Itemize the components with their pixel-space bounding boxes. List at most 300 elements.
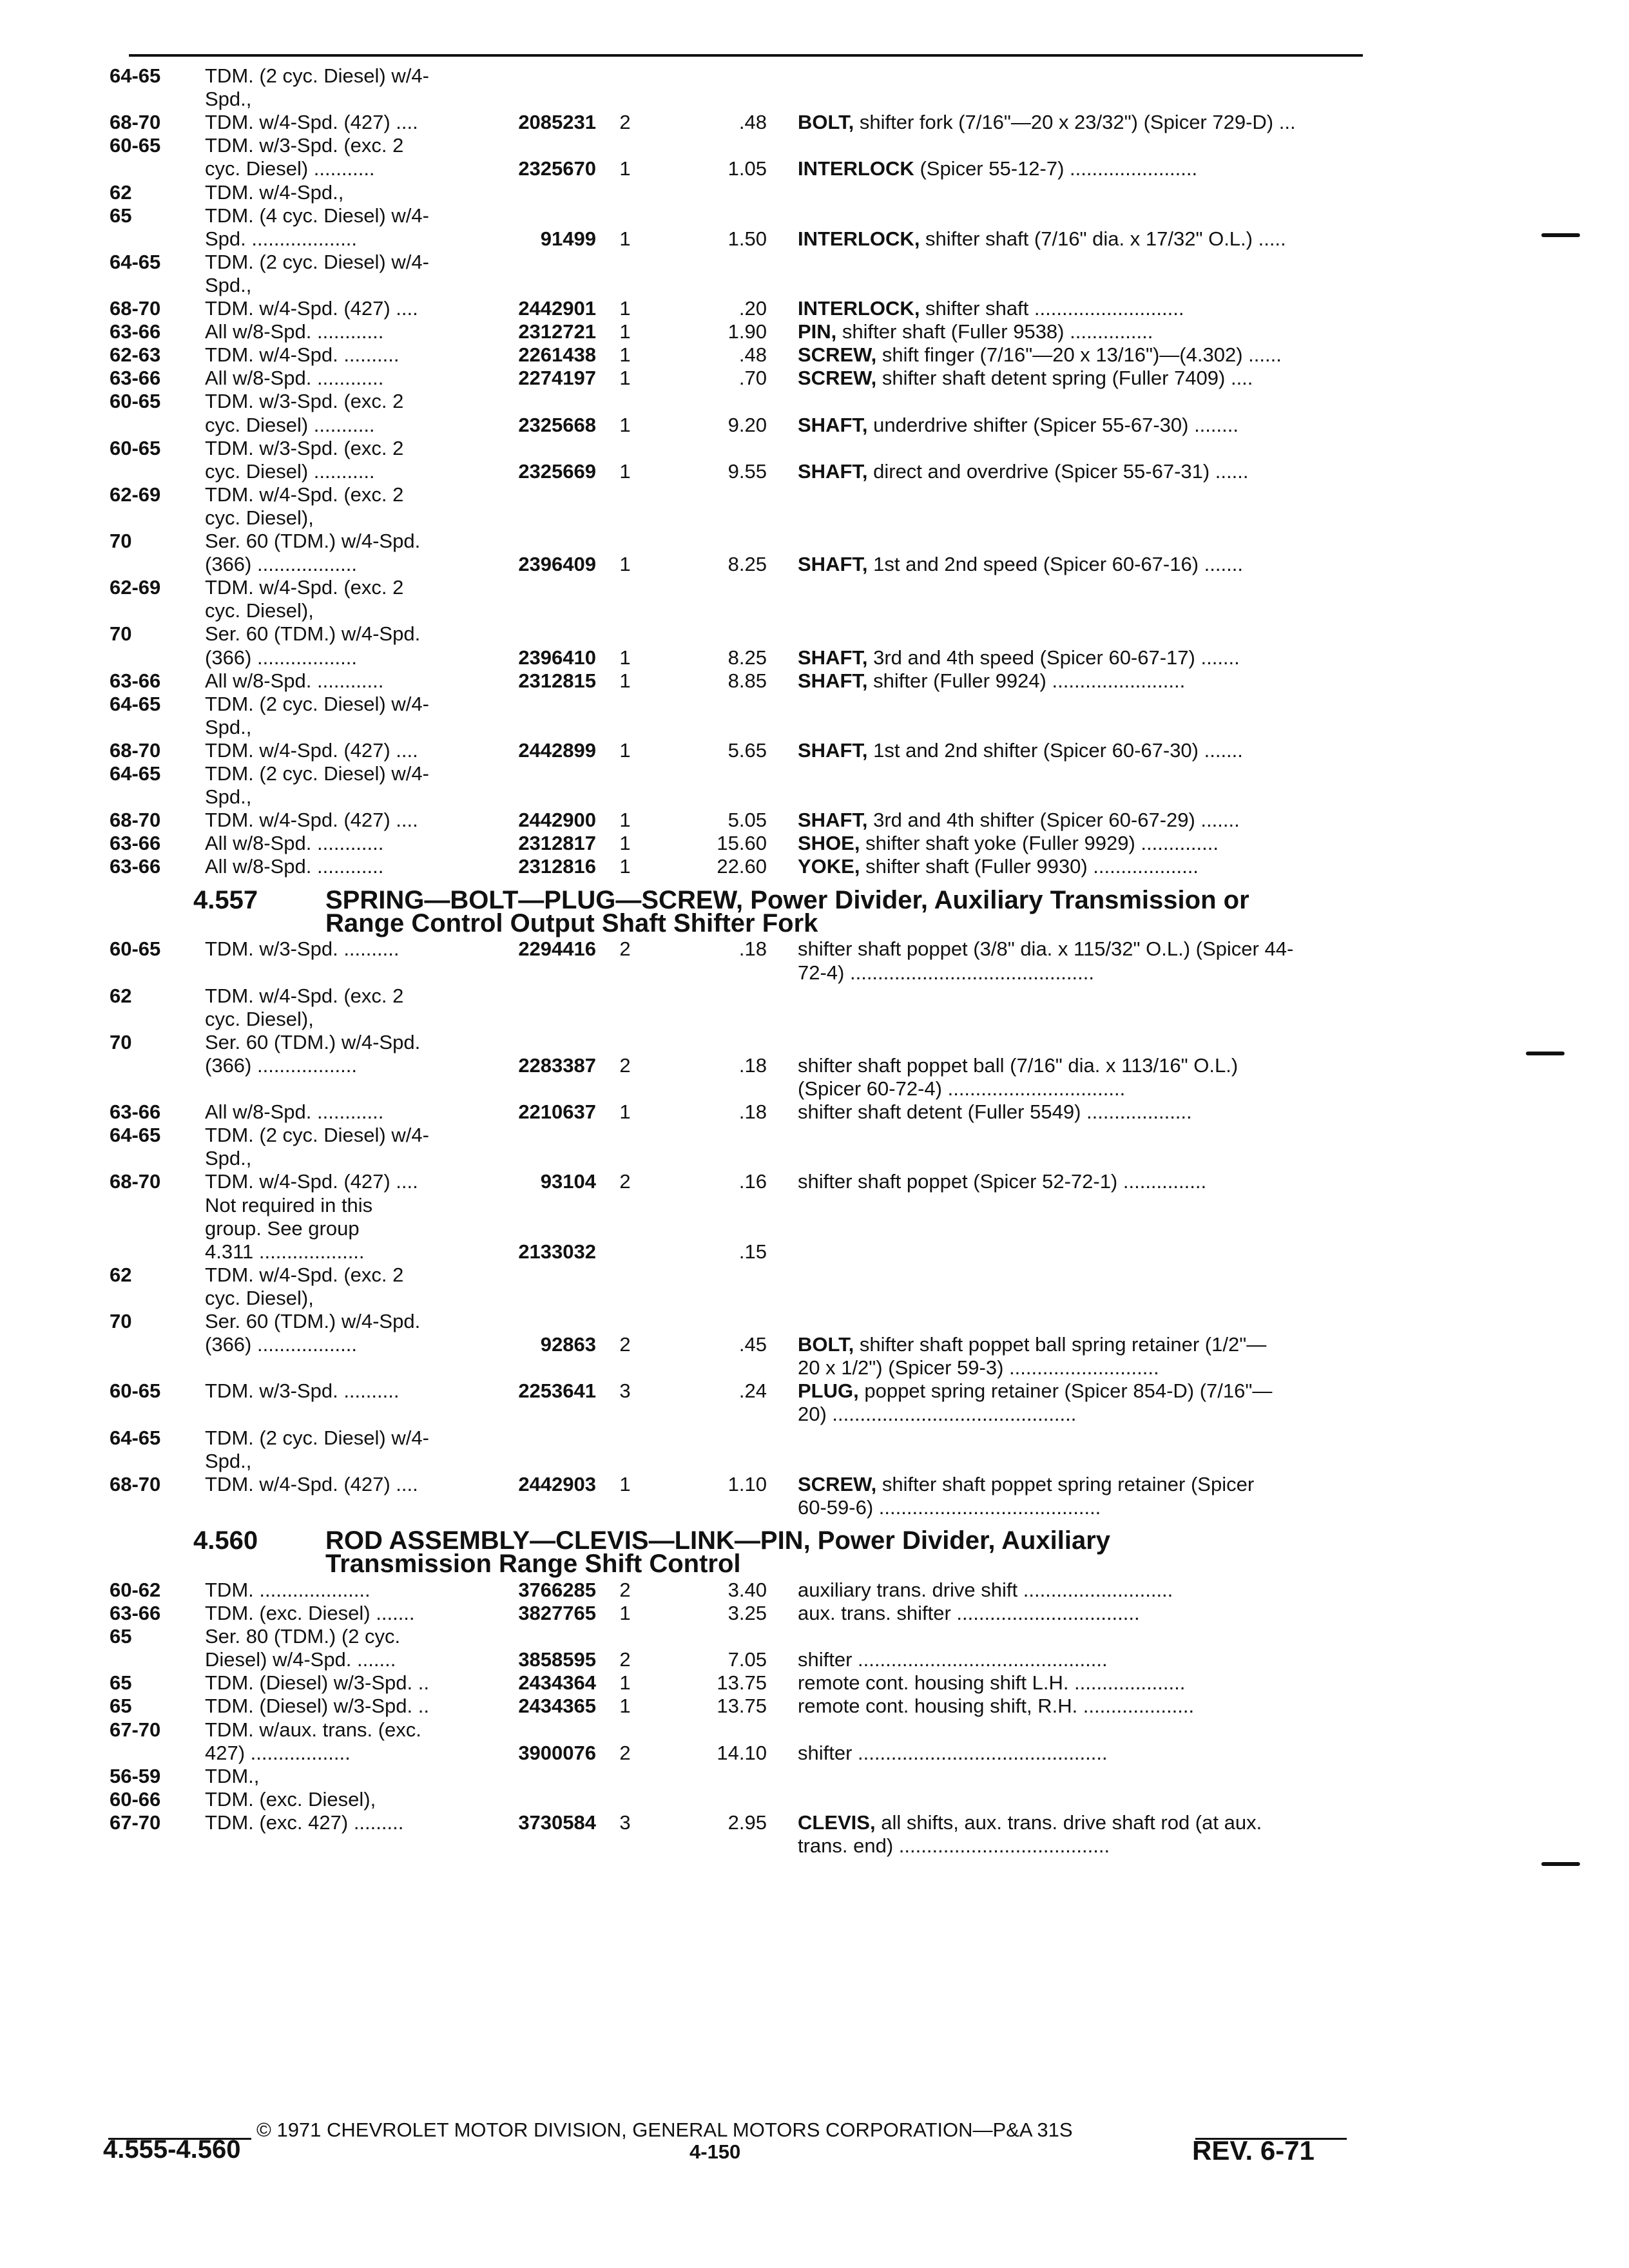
part-detail: shifter shaft poppet ball (7/16" dia. x 113/16" O.L.) [798, 1054, 1239, 1077]
model-application: TDM. w/3-Spd. (exc. 2 [205, 390, 404, 412]
part-description [798, 1378, 1365, 1404]
quantity: 2 [619, 1742, 631, 1764]
price: 3.40 [728, 1579, 767, 1601]
part-description [798, 854, 1365, 879]
model-years: 60-66 [110, 1788, 161, 1811]
part-number: 3766285 [518, 1579, 596, 1601]
part-row [0, 1355, 1629, 1381]
price: 8.25 [728, 646, 767, 669]
part-detail: trans. end) ...................................... [798, 1834, 1110, 1857]
part-name: SHAFT, [798, 553, 868, 575]
model-years: 64-65 [110, 762, 161, 785]
part-row [0, 715, 1629, 740]
model-years: 63-66 [110, 1100, 161, 1123]
model-years: 68-70 [110, 809, 161, 831]
part-description [798, 668, 1365, 694]
price: 7.05 [728, 1648, 767, 1671]
part-name: CLEVIS, [798, 1811, 876, 1834]
part-row [0, 110, 1629, 135]
model-application: Spd., [205, 716, 252, 738]
part-number: 2434365 [518, 1695, 596, 1717]
model-years: 68-70 [110, 111, 161, 133]
price: 13.75 [717, 1671, 767, 1694]
part-description [798, 1053, 1365, 1079]
model-application: Spd., [205, 274, 252, 296]
part-detail: shift finger (7/16"—20 x 13/16")—(4.302) ...... [876, 343, 1282, 366]
quantity: 1 [619, 553, 631, 575]
price: 1.90 [728, 320, 767, 343]
part-description [798, 1577, 1365, 1603]
quantity: 1 [619, 1602, 631, 1624]
part-name: BOLT, [798, 1333, 854, 1356]
model-years: 64-65 [110, 693, 161, 715]
part-detail: shifter shaft detent spring (Fuller 7409) .... [876, 367, 1253, 389]
part-name: INTERLOCK [798, 157, 914, 180]
model-years: 70 [110, 1310, 132, 1332]
model-application: TDM. (2 cyc. Diesel) w/4- [205, 64, 429, 87]
part-row [0, 1624, 1629, 1649]
part-row [0, 1693, 1629, 1719]
model-application: TDM. (2 cyc. Diesel) w/4- [205, 251, 429, 273]
part-number: 2325670 [518, 157, 596, 180]
part-name: SHOE, [798, 832, 860, 854]
part-row [0, 552, 1629, 577]
part-description [798, 645, 1365, 671]
group-title: ROD ASSEMBLY—CLEVIS—LINK—PIN, Power Divider, Auxiliary [325, 1526, 1111, 1555]
model-application: TDM. w/4-Spd. (427) .... [205, 111, 418, 133]
part-row [0, 436, 1629, 461]
part-row [0, 1495, 1629, 1521]
model-application: cyc. Diesel) ........... [205, 460, 375, 483]
model-application: All w/8-Spd. ............ [205, 855, 384, 878]
part-detail: all shifts, aux. trans. drive shaft rod (at aux. [875, 1811, 1262, 1834]
part-row [0, 1717, 1629, 1743]
model-application: TDM. w/4-Spd. (427) .... [205, 1473, 418, 1495]
quantity: 1 [619, 855, 631, 878]
model-application: TDM. w/4-Spd. (427) .... [205, 297, 418, 320]
model-application: Spd. ................... [205, 227, 358, 250]
model-years: 70 [110, 530, 132, 552]
part-description [798, 552, 1365, 577]
part-detail: shifter shaft (7/16" dia. x 17/32" O.L.) ..... [920, 227, 1286, 250]
group-number: 4.557 [193, 885, 258, 914]
part-description [798, 1670, 1365, 1696]
model-years: 64-65 [110, 1124, 161, 1146]
part-row [0, 1577, 1629, 1603]
model-years: 62-63 [110, 343, 161, 366]
model-application: 427) .................. [205, 1742, 351, 1764]
part-name: INTERLOCK, [798, 297, 920, 320]
part-name: PLUG, [798, 1379, 859, 1402]
model-years: 63-66 [110, 320, 161, 343]
part-row [0, 412, 1629, 438]
revision-label: REV. 6-71 [1192, 2135, 1315, 2166]
model-years: 62 [110, 1264, 132, 1286]
model-application: TDM. (2 cyc. Diesel) w/4- [205, 1427, 429, 1449]
part-description [798, 319, 1365, 345]
part-row [0, 960, 1629, 986]
model-application: TDM. w/4-Spd. (exc. 2 [205, 576, 404, 599]
part-row [0, 691, 1629, 717]
part-row [0, 854, 1629, 879]
section-range: 4.555-4.560 [103, 2135, 241, 2164]
part-row [0, 1146, 1629, 1171]
model-years: 62-69 [110, 483, 161, 506]
part-number: 2434364 [518, 1671, 596, 1694]
part-description [798, 156, 1365, 182]
part-row [0, 738, 1629, 764]
part-number: 2442900 [518, 809, 596, 831]
margin-mark [1541, 1862, 1580, 1866]
model-application: (366) .................. [205, 553, 358, 575]
model-years: 62 [110, 181, 132, 204]
part-number: 2442903 [518, 1473, 596, 1495]
part-row [0, 1053, 1629, 1079]
part-description [798, 831, 1365, 856]
part-row [0, 319, 1629, 345]
part-row [0, 1833, 1629, 1859]
part-number: 93104 [540, 1170, 596, 1193]
part-description [798, 1332, 1365, 1358]
quantity: 1 [619, 832, 631, 854]
part-row [0, 1285, 1629, 1311]
part-detail: 3rd and 4th shifter (Spicer 60-67-29) ....... [867, 809, 1240, 831]
part-row [0, 528, 1629, 554]
part-number: 92863 [540, 1333, 596, 1356]
model-years: 60-62 [110, 1579, 161, 1601]
part-detail: direct and overdrive (Spicer 55-67-31) ...... [867, 460, 1249, 483]
part-description [798, 960, 1365, 986]
part-name: SHAFT, [798, 809, 868, 831]
part-description [798, 365, 1365, 391]
part-row [0, 459, 1629, 485]
part-detail: shifter shaft ........................... [920, 297, 1184, 320]
part-description [798, 1401, 1365, 1427]
part-description [798, 110, 1365, 135]
part-name: SHAFT, [798, 669, 868, 692]
part-row [0, 1378, 1629, 1404]
quantity: 1 [619, 1695, 631, 1717]
part-description [798, 1355, 1365, 1381]
part-detail: 60-59-6) ........................................ [798, 1496, 1101, 1519]
part-name: YOKE, [798, 855, 860, 878]
price: 1.50 [728, 227, 767, 250]
part-row [0, 1122, 1629, 1148]
quantity: 2 [619, 1648, 631, 1671]
model-application: All w/8-Spd. ............ [205, 1100, 384, 1123]
part-detail: 1st and 2nd speed (Spicer 60-67-16) ....... [867, 553, 1243, 575]
part-row [0, 1262, 1629, 1288]
part-row [0, 86, 1629, 112]
part-name: SHAFT, [798, 646, 868, 669]
price: 5.65 [728, 739, 767, 762]
model-years: 63-66 [110, 832, 161, 854]
model-application: Ser. 60 (TDM.) w/4-Spd. [205, 1310, 421, 1332]
price: .70 [738, 367, 767, 389]
model-application: TDM. (2 cyc. Diesel) w/4- [205, 693, 429, 715]
model-application: TDM. w/3-Spd. (exc. 2 [205, 437, 404, 459]
model-years: 67-70 [110, 1811, 161, 1834]
part-description [798, 1647, 1365, 1673]
part-row [0, 807, 1629, 833]
part-row [0, 273, 1629, 298]
price: .48 [738, 343, 767, 366]
part-number: 2085231 [518, 111, 596, 133]
model-application: group. See group [205, 1217, 360, 1240]
price: 8.25 [728, 553, 767, 575]
model-application: TDM. w/aux. trans. (exc. [205, 1718, 421, 1741]
model-application: Not required in this [205, 1194, 373, 1216]
price: .24 [738, 1379, 767, 1402]
part-row [0, 936, 1629, 962]
part-name: SHAFT, [798, 414, 868, 436]
part-detail: remote cont. housing shift, R.H. .................... [798, 1695, 1195, 1717]
part-row [0, 482, 1629, 508]
part-row [0, 1332, 1629, 1358]
part-description [798, 1740, 1365, 1766]
page-number: 4-150 [689, 2140, 741, 2163]
part-number: 3730584 [518, 1811, 596, 1834]
part-description [798, 1076, 1365, 1102]
part-detail: 20) ............................................ [798, 1403, 1077, 1425]
part-number: 2210637 [518, 1100, 596, 1123]
part-detail: shifter shaft poppet ball spring retainer (1/2"— [854, 1333, 1267, 1356]
model-application: TDM. (exc. Diesel), [205, 1788, 376, 1811]
part-row [0, 203, 1629, 229]
part-number: 2133032 [518, 1240, 596, 1263]
model-application: cyc. Diesel), [205, 599, 314, 622]
part-number: 2312817 [518, 832, 596, 854]
price: 5.05 [728, 809, 767, 831]
price: 2.95 [728, 1811, 767, 1834]
part-row [0, 1216, 1629, 1242]
part-row [0, 1810, 1629, 1836]
price: 14.10 [717, 1742, 767, 1764]
part-description [798, 459, 1365, 485]
model-years: 65 [110, 1625, 132, 1648]
part-row [0, 1670, 1629, 1696]
part-row [0, 249, 1629, 275]
part-number: 2396409 [518, 553, 596, 575]
copyright-notice: © 1971 CHEVROLET MOTOR DIVISION, GENERAL MOTORS CORPORATION—P&A 31S [256, 2119, 1073, 2141]
model-application: cyc. Diesel), [205, 1287, 314, 1309]
part-row [0, 1763, 1629, 1789]
part-row [0, 1030, 1629, 1055]
model-application: Spd., [205, 88, 252, 110]
model-years: 60-65 [110, 937, 161, 960]
part-number: 2283387 [518, 1054, 596, 1077]
model-application: Spd., [205, 1147, 252, 1169]
part-name: SHAFT, [798, 739, 868, 762]
price: .16 [738, 1170, 767, 1193]
part-row [0, 342, 1629, 368]
group-title-continued: Transmission Range Shift Control [325, 1550, 741, 1578]
part-row [0, 156, 1629, 182]
model-years: 63-66 [110, 367, 161, 389]
quantity: 2 [619, 1579, 631, 1601]
model-application: All w/8-Spd. ............ [205, 669, 384, 692]
part-detail: underdrive shifter (Spicer 55-67-30) ........ [867, 414, 1239, 436]
part-row [0, 645, 1629, 671]
quantity: 2 [619, 1333, 631, 1356]
part-row [0, 1076, 1629, 1102]
part-row [0, 505, 1629, 531]
model-years: 68-70 [110, 297, 161, 320]
part-description [798, 226, 1365, 252]
quantity: 3 [619, 1379, 631, 1402]
model-application: Ser. 60 (TDM.) w/4-Spd. [205, 1031, 421, 1053]
part-detail: (Spicer 55-12-7) ....................... [914, 157, 1198, 180]
part-description [798, 738, 1365, 764]
part-row [0, 1099, 1629, 1125]
model-application: All w/8-Spd. ............ [205, 320, 384, 343]
part-name: PIN, [798, 320, 837, 343]
part-number: 2312816 [518, 855, 596, 878]
part-number: 2325668 [518, 414, 596, 436]
part-description [798, 1472, 1365, 1497]
model-application: Diesel) w/4-Spd. ....... [205, 1648, 396, 1671]
model-application: TDM. w/4-Spd. (exc. 2 [205, 985, 404, 1007]
part-row [0, 784, 1629, 810]
model-application: cyc. Diesel) ........... [205, 157, 375, 180]
part-name: INTERLOCK, [798, 227, 920, 250]
model-application: Spd., [205, 785, 252, 808]
part-description [798, 412, 1365, 438]
model-application: TDM. w/4-Spd. (427) .... [205, 809, 418, 831]
model-application: 4.311 ................... [205, 1240, 365, 1263]
part-detail: shifter shaft detent (Fuller 5549) ................... [798, 1100, 1192, 1123]
part-number: 2253641 [518, 1379, 596, 1402]
model-application: TDM. (exc. Diesel) ....... [205, 1602, 415, 1624]
model-application: All w/8-Spd. ............ [205, 832, 384, 854]
part-detail: 20 x 1/2") (Spicer 59-3) ........................... [798, 1356, 1159, 1379]
model-application: TDM. w/4-Spd. .......... [205, 343, 400, 366]
part-row [0, 1239, 1629, 1265]
price: .45 [738, 1333, 767, 1356]
part-detail: 3rd and 4th speed (Spicer 60-67-17) ....... [867, 646, 1240, 669]
model-application: cyc. Diesel) ........... [205, 414, 375, 436]
part-row [0, 1309, 1629, 1334]
price: .48 [738, 111, 767, 133]
part-number: 3827765 [518, 1602, 596, 1624]
price: .18 [738, 1054, 767, 1077]
model-years: 65 [110, 1695, 132, 1717]
price: 9.20 [728, 414, 767, 436]
quantity: 1 [619, 809, 631, 831]
part-number: 3858595 [518, 1648, 596, 1671]
model-application: TDM. (Diesel) w/3-Spd. .. [205, 1695, 429, 1717]
model-application: TDM. (exc. 427) ......... [205, 1811, 404, 1834]
quantity: 1 [619, 739, 631, 762]
model-application: TDM. .................... [205, 1579, 371, 1601]
part-detail: shifter ............................................. [798, 1648, 1108, 1671]
quantity: 1 [619, 1100, 631, 1123]
part-detail: auxiliary trans. drive shift ........................... [798, 1579, 1173, 1601]
quantity: 1 [619, 414, 631, 436]
part-row [0, 1006, 1629, 1032]
part-number: 2261438 [518, 343, 596, 366]
part-number: 91499 [540, 227, 596, 250]
part-description [798, 1810, 1365, 1836]
part-description [798, 1693, 1365, 1719]
part-row [0, 365, 1629, 391]
model-years: 64-65 [110, 64, 161, 87]
part-detail: shifter shaft poppet (Spicer 52-72-1) ............... [798, 1170, 1207, 1193]
part-description [798, 807, 1365, 833]
quantity: 2 [619, 937, 631, 960]
model-years: 70 [110, 622, 132, 645]
part-detail: remote cont. housing shift L.H. .................... [798, 1671, 1186, 1694]
model-years: 70 [110, 1031, 132, 1053]
model-years: 65 [110, 1671, 132, 1694]
part-name: SCREW, [798, 343, 877, 366]
part-detail: shifter ............................................. [798, 1742, 1108, 1764]
part-name: BOLT, [798, 111, 854, 133]
model-application: TDM., [205, 1765, 260, 1787]
part-row [0, 668, 1629, 694]
part-detail: shifter fork (7/16"—20 x 23/32") (Spicer 729-D) ... [854, 111, 1296, 133]
model-years: 64-65 [110, 251, 161, 273]
quantity: 3 [619, 1811, 631, 1834]
model-years: 56-59 [110, 1765, 161, 1787]
price: .15 [738, 1240, 767, 1263]
model-application: TDM. w/4-Spd. (427) .... [205, 739, 418, 762]
model-application: (366) .................. [205, 646, 358, 669]
model-years: 65 [110, 204, 132, 227]
model-years: 63-66 [110, 669, 161, 692]
part-description [798, 1833, 1365, 1859]
model-years: 60-65 [110, 134, 161, 157]
part-row [0, 1600, 1629, 1626]
part-row [0, 389, 1629, 414]
model-application: All w/8-Spd. ............ [205, 367, 384, 389]
quantity: 1 [619, 646, 631, 669]
price: 8.85 [728, 669, 767, 692]
part-number: 2442899 [518, 739, 596, 762]
part-description [798, 1495, 1365, 1521]
model-application: TDM. (2 cyc. Diesel) w/4- [205, 1124, 429, 1146]
price: 9.55 [728, 460, 767, 483]
quantity: 1 [619, 460, 631, 483]
part-row [0, 133, 1629, 159]
top-rule [129, 54, 1363, 57]
part-detail: shifter (Fuller 9924) ........................ [867, 669, 1186, 692]
part-number: 3900076 [518, 1742, 596, 1764]
part-number: 2312815 [518, 669, 596, 692]
price: 15.60 [717, 832, 767, 854]
model-years: 60-65 [110, 1379, 161, 1402]
quantity: 1 [619, 227, 631, 250]
part-row [0, 575, 1629, 601]
part-detail: shifter shaft poppet spring retainer (Spicer [876, 1473, 1255, 1495]
part-number: 2274197 [518, 367, 596, 389]
part-row [0, 598, 1629, 624]
quantity: 2 [619, 1170, 631, 1193]
part-row [0, 1787, 1629, 1812]
model-application: TDM. w/4-Spd., [205, 181, 344, 204]
model-application: TDM. w/3-Spd. (exc. 2 [205, 134, 404, 157]
model-years: 62 [110, 985, 132, 1007]
quantity: 1 [619, 297, 631, 320]
part-detail: poppet spring retainer (Spicer 854-D) (7/16"— [858, 1379, 1273, 1402]
model-years: 64-65 [110, 1427, 161, 1449]
model-years: 60-65 [110, 437, 161, 459]
part-number: 2396410 [518, 646, 596, 669]
part-number: 2325669 [518, 460, 596, 483]
part-row [0, 831, 1629, 856]
model-application: (366) .................. [205, 1333, 358, 1356]
price: 22.60 [717, 855, 767, 878]
